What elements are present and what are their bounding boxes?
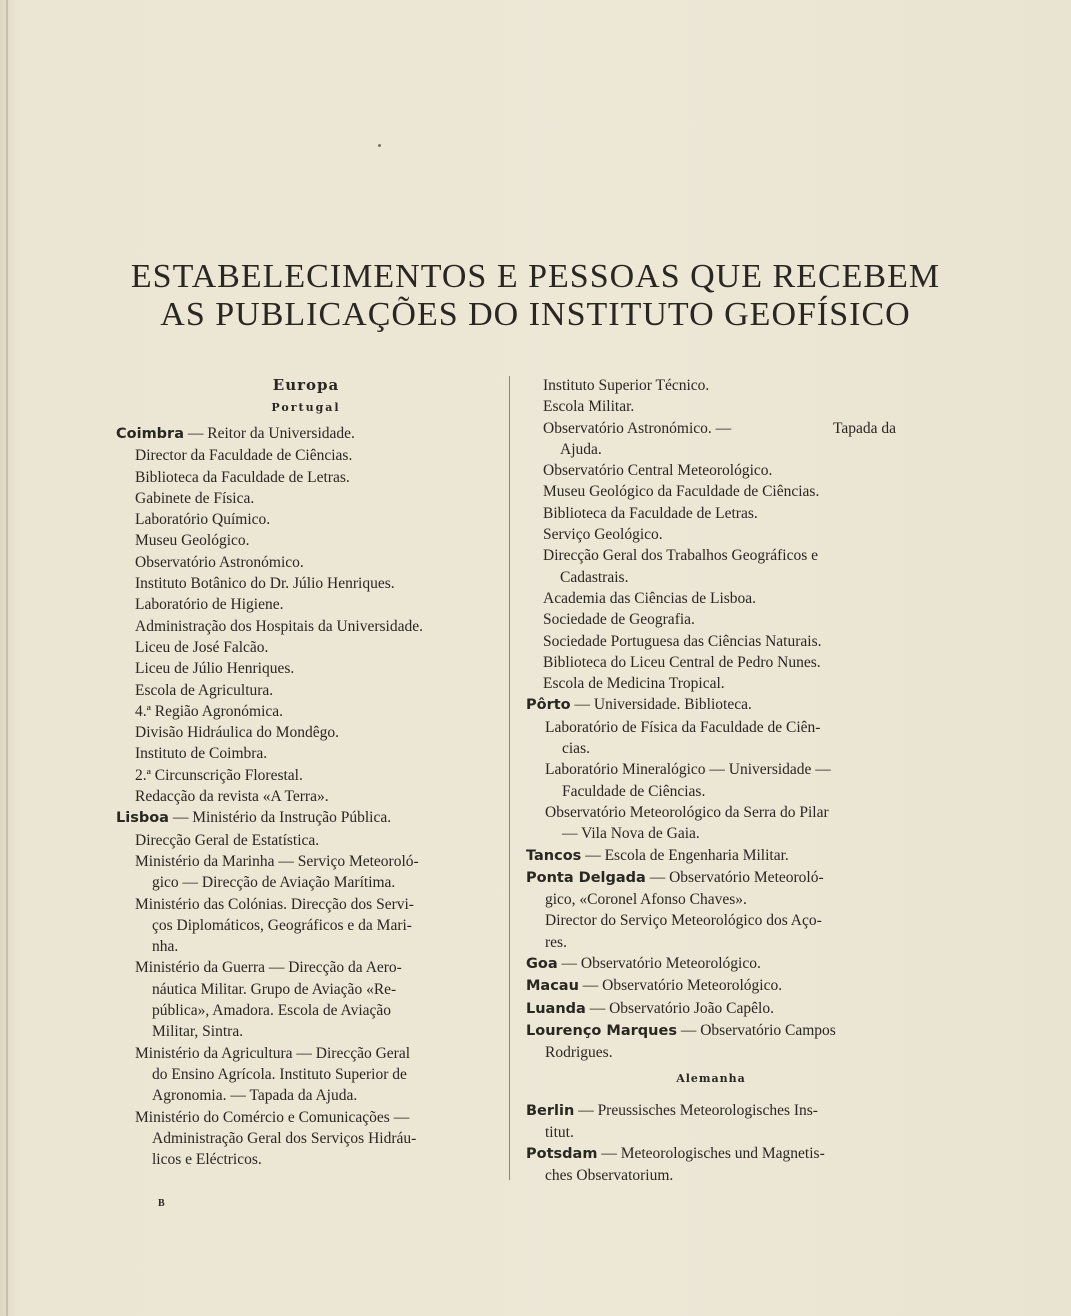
- entry-text: — Observatório João Capêlo.: [585, 999, 774, 1017]
- list-item: Biblioteca do Liceu Central de Pedro Nunes.: [543, 653, 821, 671]
- page-title: [0, 258, 1071, 334]
- list-item: Observatório Meteorológico da Serra do Pilar: [545, 803, 829, 821]
- title-line-2: AS PUBLICAÇÕES DO INSTITUTO GEOFÍSICO: [160, 296, 911, 333]
- list-item: ches Observatorium.: [545, 1167, 674, 1185]
- list-item-continued: Faculdade de Ciências.: [562, 782, 706, 800]
- list-item: Liceu de Júlio Henriques.: [135, 660, 295, 678]
- city-name: Goa: [526, 956, 558, 973]
- heading-portugal: Portugal: [271, 401, 341, 414]
- list-item-continued: Administração Geral dos Serviços Hidráu-: [152, 1129, 417, 1147]
- city-name: Tancos: [526, 847, 582, 864]
- list-item: Divisão Hidráulica do Mondêgo.: [135, 724, 340, 742]
- list-item-continued: Militar, Sintra.: [152, 1023, 244, 1041]
- list-item-continued: gico — Direcção de Aviação Marítima.: [152, 874, 396, 892]
- lisboa-list: [116, 830, 496, 1171]
- ponta-delgada-list: [526, 889, 896, 953]
- list-item: Escola de Medicina Tropical.: [543, 675, 725, 693]
- list-item: Museu Geológico da Faculdade de Ciências.: [543, 483, 820, 501]
- entry-text: — Observatório Campos: [676, 1021, 836, 1039]
- list-item-part: Tapada da: [832, 419, 896, 437]
- porto-list: [526, 717, 896, 845]
- list-item: Instituto Botânico do Dr. Júlio Henriques.: [135, 575, 395, 593]
- list-item: gico, «Coronel Afonso Chaves».: [545, 891, 747, 909]
- left-column: [116, 374, 496, 1170]
- list-item: Observatório Central Meteorológico.: [543, 462, 773, 480]
- print-speck: [378, 144, 381, 147]
- city-name: Coimbra: [116, 426, 184, 442]
- entry-text: — Meteorologisches und Magnetis-: [597, 1145, 825, 1163]
- list-item: res.: [545, 933, 567, 951]
- entry-potsdam: [526, 1143, 896, 1165]
- list-item: Ministério da Guerra — Direcção da Aero-: [135, 959, 402, 977]
- list-item: Gabinete de Física.: [135, 489, 255, 507]
- list-item: Direcção Geral dos Trabalhos Geográficos e: [543, 547, 819, 565]
- city-name: Berlin: [526, 1102, 575, 1119]
- list-item-part: Observatório Astronómico. —: [543, 419, 732, 437]
- coimbra-list: [116, 445, 496, 807]
- list-item: Sociedade de Geografia.: [543, 611, 695, 629]
- lisboa-list-continued: [526, 375, 896, 694]
- entry-text: — Escola de Engenharia Militar.: [581, 846, 789, 864]
- signature-mark: B: [158, 1198, 165, 1209]
- entry-lourenco-marques: [526, 1020, 896, 1042]
- list-item-continued: pública», Amadora. Escola de Aviação: [152, 1002, 392, 1020]
- list-item: Instituto Superior Técnico.: [543, 377, 710, 394]
- list-item: Laboratório Químico.: [135, 511, 271, 529]
- heading-alemanha: Alemanha: [676, 1071, 746, 1085]
- entry-coimbra: [116, 423, 496, 445]
- title-line-1: ESTABELECIMENTOS E PESSOAS QUE RECEBEM: [130, 258, 941, 295]
- list-item-continued: do Ensino Agrícola. Instituto Superior de: [152, 1065, 407, 1083]
- list-item: titut.: [545, 1123, 574, 1141]
- berlin-list: [526, 1122, 896, 1143]
- entry-luanda: [526, 998, 896, 1020]
- city-name: Luanda: [526, 1000, 586, 1017]
- list-item: Biblioteca da Faculdade de Letras.: [135, 468, 350, 486]
- list-item: Escola de Agricultura.: [135, 681, 274, 699]
- entry-ponta-delgada: [526, 867, 896, 889]
- entry-porto: [526, 694, 896, 716]
- entry-text: — Preussisches Meteorologisches Ins-: [574, 1101, 818, 1119]
- list-item-continued: Ajuda.: [560, 440, 602, 458]
- list-item: Escola Militar.: [543, 398, 635, 416]
- list-item-continued: licos e Eléctricos.: [152, 1151, 262, 1169]
- list-item-continued: nha.: [152, 938, 179, 956]
- list-item: Museu Geológico.: [135, 532, 250, 550]
- list-item: Administração dos Hospitais da Universidade.: [135, 617, 423, 635]
- list-item-continued: Agronomia. — Tapada da Ajuda.: [152, 1087, 358, 1105]
- city-name: Pôrto: [526, 697, 571, 714]
- list-item: [543, 418, 896, 439]
- entry-goa: [526, 953, 896, 975]
- list-item: Director do Serviço Meteorológico dos Aço-: [545, 912, 822, 930]
- list-item: 2.ª Circunscrição Florestal.: [135, 766, 303, 784]
- binding-edge: [6, 0, 8, 1316]
- list-item-continued: náutica Militar. Grupo de Aviação «Re-: [152, 980, 397, 998]
- list-item: Laboratório Mineralógico — Universidade —: [545, 761, 831, 779]
- city-name: Macau: [526, 978, 579, 995]
- list-item: Sociedade Portuguesa das Ciências Naturais.: [543, 632, 822, 650]
- list-item-continued: cias.: [562, 740, 590, 758]
- list-item: Director da Faculdade de Ciências.: [135, 447, 353, 465]
- list-item: Ministério das Colónias. Direcção dos Servi-: [135, 895, 414, 913]
- list-item: 4.ª Região Agronómica.: [135, 702, 284, 720]
- lourenco-marques-list: [526, 1042, 896, 1063]
- entry-tancos: [526, 845, 896, 867]
- list-item: Serviço Geológico.: [543, 526, 663, 544]
- entry-text: — Observatório Meteoroló-: [645, 868, 824, 886]
- list-item: Liceu de José Falcão.: [135, 638, 269, 656]
- entry-berlin: [526, 1100, 896, 1122]
- heading-europa: Europa: [272, 376, 340, 394]
- list-item: Ministério do Comércio e Comunicações —: [135, 1108, 410, 1126]
- entry-text: — Ministério da Instrução Pública.: [168, 809, 392, 827]
- right-column: [526, 375, 896, 1187]
- list-item: Laboratório de Higiene.: [135, 596, 284, 614]
- list-item: Instituto de Coimbra.: [135, 745, 268, 763]
- list-item: Redacção da revista «A Terra».: [135, 788, 329, 806]
- list-item: Direcção Geral de Estatística.: [135, 831, 320, 849]
- entry-macau: [526, 975, 896, 997]
- entry-lisboa: [116, 807, 496, 829]
- city-name: Potsdam: [526, 1146, 598, 1163]
- entry-text: — Reitor da Universidade.: [184, 425, 355, 442]
- entry-text: — Universidade. Biblioteca.: [570, 696, 752, 714]
- list-item-continued: — Vila Nova de Gaia.: [562, 825, 700, 843]
- list-item: Ministério da Agricultura — Direcção Geral: [135, 1044, 411, 1062]
- list-item: Rodrigues.: [545, 1044, 613, 1062]
- entry-text: — Observatório Meteorológico.: [578, 977, 783, 995]
- list-item: Laboratório de Física da Faculdade de Ciên-: [545, 718, 821, 736]
- column-divider: [509, 376, 510, 1180]
- city-name: Ponta Delgada: [526, 869, 646, 886]
- list-item: Academia das Ciências de Lisboa.: [543, 589, 757, 607]
- entry-text: — Observatório Meteorológico.: [557, 955, 761, 973]
- city-name: Lourenço Marques: [526, 1022, 677, 1039]
- list-item: Biblioteca da Faculdade de Letras.: [543, 504, 758, 522]
- city-name: Lisboa: [116, 810, 169, 827]
- list-item: Observatório Astronómico.: [135, 553, 304, 571]
- list-item-continued: ços Diplomáticos, Geográficos e da Mari-: [152, 916, 412, 934]
- list-item-continued: Cadastrais.: [560, 568, 629, 586]
- list-item: Ministério da Marinha — Serviço Meteoroló-: [135, 852, 419, 870]
- potsdam-list: [526, 1165, 896, 1186]
